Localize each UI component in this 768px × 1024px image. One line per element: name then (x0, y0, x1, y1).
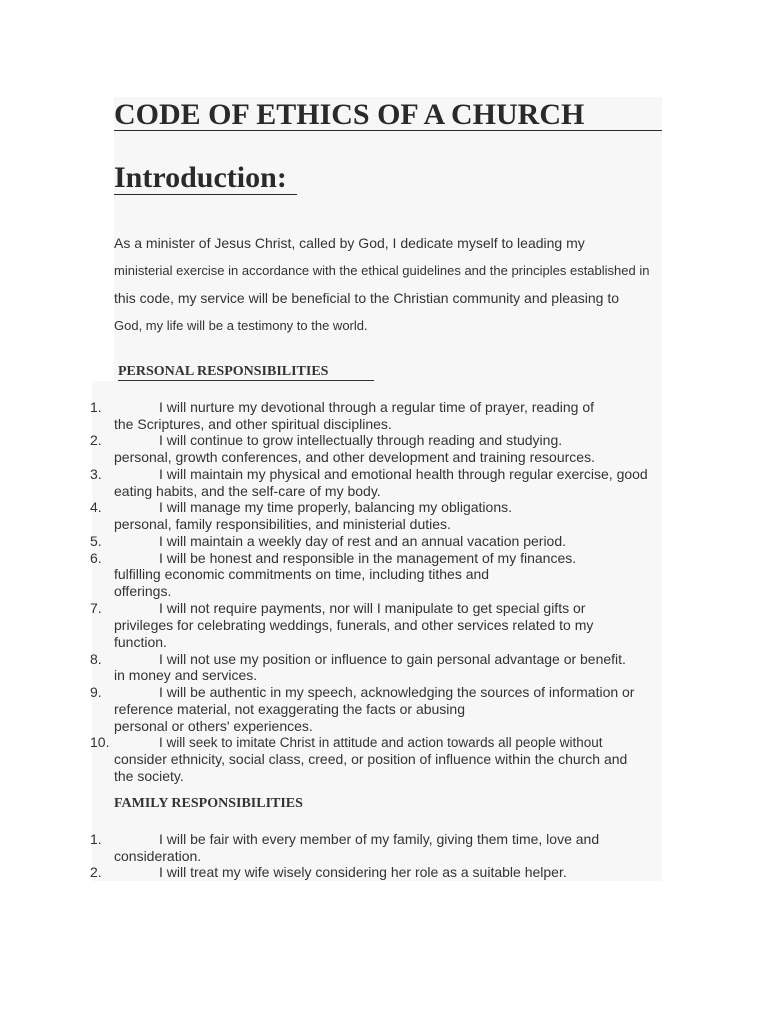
list-item-text: personal, family responsibilities, and ministerial duties. (114, 516, 451, 532)
list-item-text: consideration. (114, 848, 202, 864)
list-item-text: I will maintain my physical and emotional health through regular exercise, good (159, 466, 648, 482)
list-item-text: I will seek to imitate Christ in attitude and action towards all people without (159, 735, 603, 750)
list-item-number: 3. (90, 466, 102, 482)
personal-responsibilities-heading: PERSONAL RESPONSIBILITIES (118, 364, 374, 381)
document-title: CODE OF ETHICS OF A CHURCH (114, 98, 662, 131)
list-item-text: privileges for celebrating weddings, funerals, and other services related to my (114, 617, 594, 633)
list-item-text: consider ethnicity, social class, creed, or position of influence within the church and (114, 751, 628, 767)
intro-paragraph-line: ministerial exercise in accordance with the ethical guidelines and the principles established in (114, 263, 650, 278)
intro-paragraph-line: As a minister of Jesus Christ, called by God, I dedicate myself to leading my (114, 235, 585, 251)
family-responsibilities-heading: FAMILY RESPONSIBILITIES (114, 796, 303, 811)
list-item-number: 1. (90, 399, 102, 415)
list-item-text: I will manage my time properly, balancing my obligations. (159, 499, 513, 515)
list-item-number: 5. (90, 533, 102, 549)
list-item-number: 2. (90, 432, 102, 448)
list-item-text: fulfilling economic commitments on time, including tithes and (114, 566, 490, 582)
list-item-text: I will be authentic in my speech, acknowledging the sources of information or (159, 684, 635, 700)
list-item-text: I will be honest and responsible in the management of my finances. (159, 550, 577, 566)
list-item-number: 2. (90, 864, 102, 880)
list-item-number: 7. (90, 600, 102, 616)
intro-paragraph-line: this code, my service will be beneficial to the Christian community and pleasing to (114, 290, 620, 306)
list-item-text: I will continue to grow intellectually through reading and studying. (159, 432, 563, 448)
list-item-text: I will maintain a weekly day of rest and an annual vacation period. (159, 533, 567, 549)
list-item-text: the Scriptures, and other spiritual disciplines. (114, 416, 392, 432)
list-item-number: 9. (90, 684, 102, 700)
list-item-text: function. (114, 634, 167, 650)
list-item-text: in money and services. (114, 667, 258, 683)
list-item-number: 1. (90, 831, 102, 847)
list-item-text: offerings. (114, 583, 172, 599)
list-item-text: I will nurture my devotional through a regular time of prayer, reading of (159, 399, 595, 415)
list-item-text: reference material, not exaggerating the facts or abusing (114, 701, 465, 717)
list-item-number: 4. (90, 499, 102, 515)
list-item-number: 10. (90, 734, 110, 750)
list-item-text: eating habits, and the self-care of my body. (114, 483, 381, 499)
list-item-text: I will be fair with every member of my family, giving them time, love and (159, 831, 600, 847)
list-item-text: the society. (114, 768, 184, 784)
list-item-text: I will not require payments, nor will I manipulate to get special gifts or (159, 600, 586, 616)
intro-paragraph-line: God, my life will be a testimony to the world. (114, 318, 368, 333)
list-item-text: I will treat my wife wisely considering her role as a suitable helper. (159, 864, 567, 880)
list-item-text: personal or others' experiences. (114, 718, 313, 734)
list-item-number: 8. (90, 651, 102, 667)
introduction-heading: Introduction: (114, 162, 297, 195)
list-item-number: 6. (90, 550, 102, 566)
list-item-text: I will not use my position or influence to gain personal advantage or benefit. (159, 651, 626, 667)
list-item-text: personal, growth conferences, and other development and training resources. (114, 449, 595, 465)
